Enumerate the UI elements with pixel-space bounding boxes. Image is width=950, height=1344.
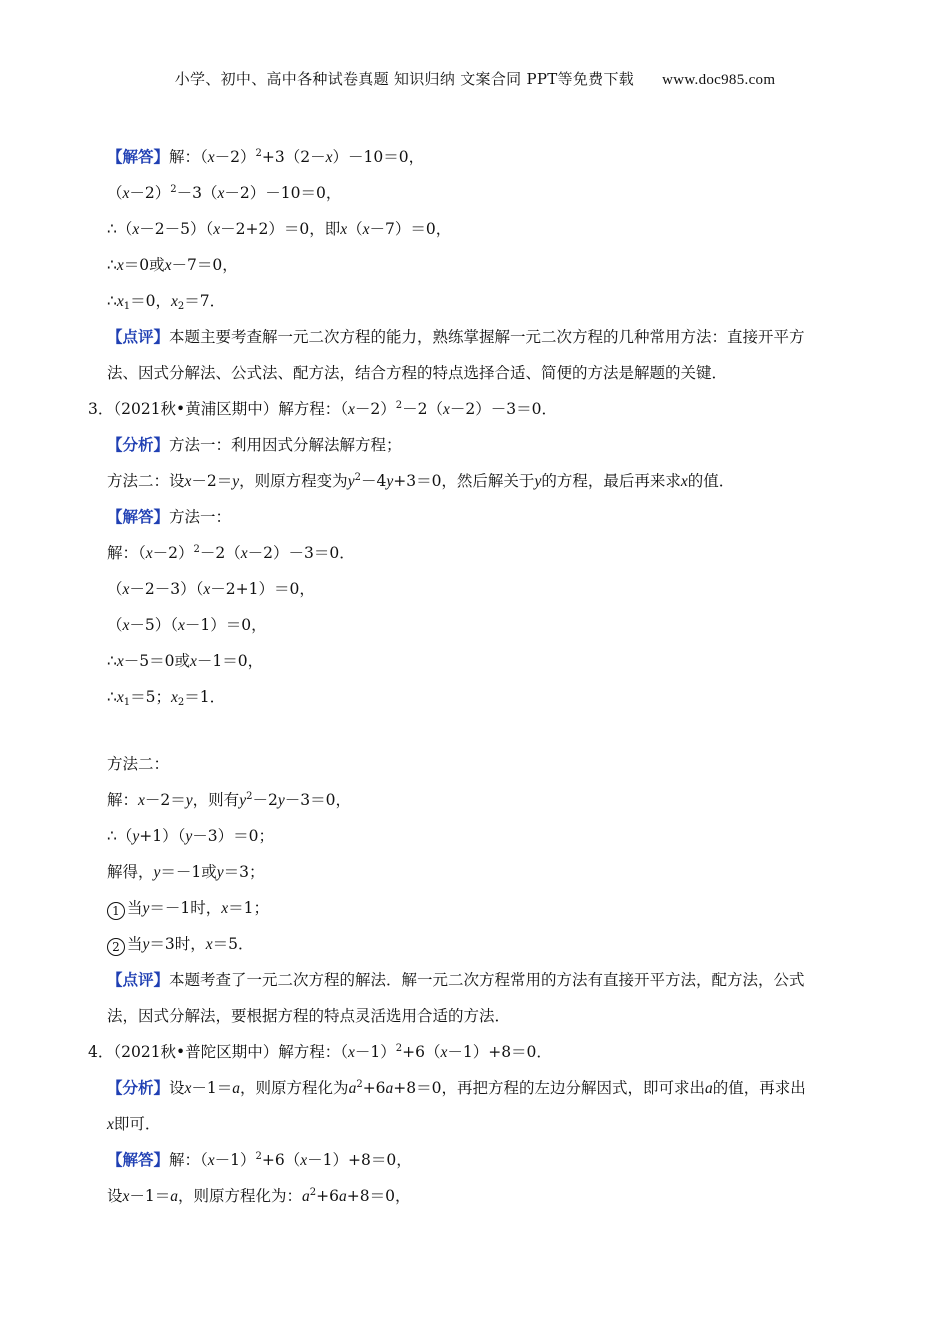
q4-answer-line-1 [107,1148,412,1170]
q3-m1-line-1: 解：$(x-2)^2-2(x-2)-3=0$． [107,544,355,562]
q4-answer-text-1: 解：$(x-1)^2+6(x-1)+8=0$， [169,1151,412,1169]
q3-m1-line-3: （x－5）（x－1）＝0， [107,616,267,634]
answer-tag: 【解答】 [107,147,170,166]
q3-review-line-2: 法，因式分解法，要根据方程的特点灵活选用合适的方法． [107,1007,511,1025]
p2-answer-text-1: 解：$(x-2)^2+3(2-x)-10=0$， [169,148,425,166]
q3-m2-line-5: 2 当y＝3时，x＝5． [107,932,254,956]
q4-analysis-line-2: x即可． [107,1115,161,1133]
answer-tag: 【解答】 [107,1150,170,1169]
q3-m2-line-4: 1 当y＝－1时，x＝1； [107,896,269,920]
q3-title: 3．（2021秋•黄浦区期中）解方程：$(x-2)^2-2(x-2)-3=0$． [88,400,557,418]
p2-answer-line-3: ∴（x－2－5）（x－2+2）＝0，即x（x－7）＝0， [107,220,452,238]
q3-review-text-1: 本题考查了一元二次方程的解法．解一元二次方程常用的方法有直接开平方法，配方法，公式 [169,971,805,989]
q3-answer-head [107,505,231,527]
review-tag: 【点评】 [107,327,170,346]
q3-answer-head-text: 方法一： [169,508,232,526]
q3-m2-line-2: ∴（y+1）（y－3）＝0； [107,827,274,845]
q3-m2-line-1: 解：x－2＝y，则有$y^2-2y-3=0$， [107,791,351,809]
analysis-tag: 【分析】 [107,435,170,454]
q4-analysis-text-1: 设x－1＝a，则原方程化为$a^2+6a+8=0$，再把方程的左边分解因式，即可求出a的值，再求出 [169,1079,806,1097]
p2-answer-line-2: $(x-2)^2-3(x-2)-10=0$， [107,184,342,202]
q3-analysis-line-2: 方法二：设x－2＝y，则原方程变为$y^2-4y+3=0$，然后解关于y的方程，最后再来求x的值． [107,472,735,490]
p2-review-line-1 [107,325,805,347]
p2-answer-line-4: ∴x＝0或x－7＝0， [107,256,238,274]
q3-m1-line-4: ∴x－5＝0或x－1＝0， [107,652,264,670]
answer-tag: 【解答】 [107,507,170,526]
q3-m1-line-2: （x－2－3）（x－2+1）＝0， [107,580,315,598]
q4-title: 4．（2021秋•普陀区期中）解方程：$(x-1)^2+6(x-1)+8=0$． [88,1043,552,1061]
q3-m2-head: 方法二： [107,755,170,773]
q3-review-line-1 [107,968,805,990]
q3-m2-line-3: 解得，y＝－1或y＝3； [107,863,265,881]
header-url[interactable]: www.doc985.com [662,72,776,88]
analysis-tag: 【分析】 [107,1078,170,1097]
p2-review-text-1: 本题主要考查解一元二次方程的能力，熟练掌握解一元二次方程的几种常用方法：直接开平方 [169,328,805,346]
q4-analysis-line-1 [107,1076,806,1098]
q4-answer-line-2: 设x－1＝a，则原方程化为：$a^2+6a+8=0$， [107,1187,411,1205]
page-header [0,68,950,89]
review-tag: 【点评】 [107,970,170,989]
p2-answer-line-5: $\therefore x_1=0$，$x_2=7$． [107,292,226,312]
q3-analysis-line-1 [107,433,402,455]
header-text: 小学、初中、高中各种试卷真题 知识归纳 文案合同 PPT等免费下载 [174,70,635,88]
q3-analysis-text-1: 方法一：利用因式分解法解方程； [169,436,402,454]
q3-m1-line-5: $\therefore x_1=5$；$x_2=1$． [107,688,226,708]
p2-review-line-2: 法、因式分解法、公式法、配方法，结合方程的特点选择合适、简便的方法是解题的关键． [107,364,728,382]
p2-answer-line-1 [107,145,424,167]
